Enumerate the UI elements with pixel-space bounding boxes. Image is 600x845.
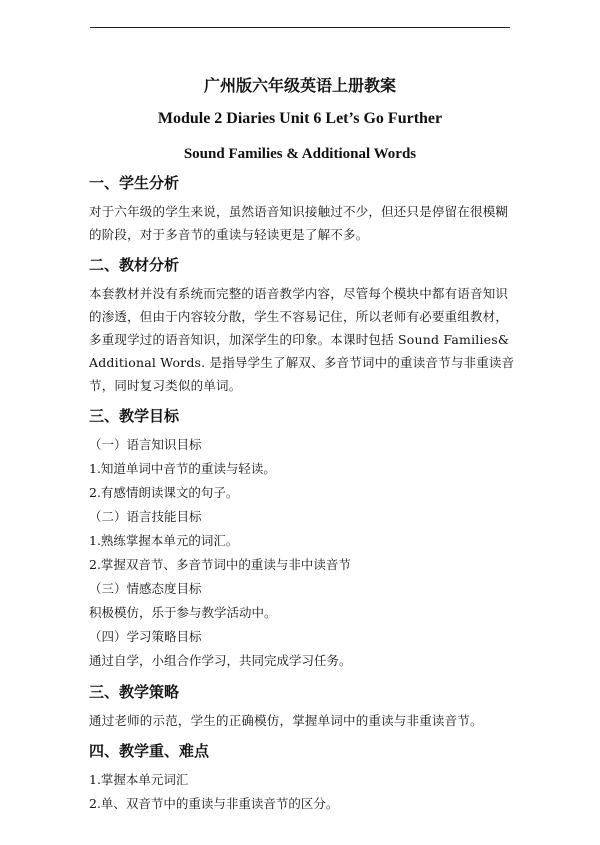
objective-item: 1.知道单词中音节的重读与轻读。 [89, 461, 276, 476]
objective-item: 通过自学，小组合作学习，共同完成学习任务。 [89, 653, 352, 668]
title-block [0, 76, 600, 164]
objective-item: 2.有感情朗读课文的句子。 [89, 485, 239, 500]
key-point-item: 2.单、双音节中的重读与非重读音节的区分。 [89, 796, 339, 811]
objective-subheading: （二）语言技能目标 [89, 509, 202, 524]
section-heading-teaching-objectives: 三、教学目标 [89, 407, 180, 425]
objective-subheading: （三）情感态度目标 [89, 581, 202, 596]
objective-subheading: （四）学习策略目标 [89, 629, 202, 644]
section-heading-textbook-analysis: 二、教材分析 [89, 256, 180, 274]
document-title: 广州版六年级英语上册教案 [203, 76, 396, 95]
module-title: Module 2 Diaries Unit 6 Let’s Go Further [157, 110, 443, 127]
lesson-subtitle: Sound Families & Additional Words [183, 146, 417, 162]
objective-item: 1.熟练掌握本单元的词汇。 [89, 533, 239, 548]
header-rule [90, 27, 510, 28]
section-heading-teaching-strategy: 三、教学策略 [89, 683, 180, 701]
section-heading-key-points: 四、教学重、难点 [89, 742, 210, 760]
section-paragraph-teaching-strategy: 通过老师的示范，学生的正确模仿，掌握单词中的重读与非重读音节。 [89, 713, 483, 728]
key-point-item: 1.掌握本单元词汇 [89, 772, 189, 787]
section-heading-student-analysis: 一、学生分析 [89, 174, 180, 192]
section-paragraph-student-analysis: 对于六年级的学生来说，虽然语音知识接触过不少，但还只是停留在很模糊的阶段，对于多音节的重读与轻读更是了解不多。 [89, 204, 509, 242]
document-body [89, 172, 517, 816]
objective-item: 积极模仿，乐于参与教学活动中。 [89, 605, 277, 620]
section-paragraph-textbook-analysis: 本套教材并没有系统而完整的语音教学内容，尽管每个模块中都有语音知识的渗透，但由于内容较分散，学生不容易记住，所以老师有必要重组教材，多重现学过的语音知识，加深学生的印象。本课时包括 Sound Families& Additional Words. 是指导学生了解双、多音节词中的重读音节与非重读音节，同时复习类似的单词。 [89, 286, 515, 393]
objective-subheading: （一）语言知识目标 [89, 437, 202, 452]
objective-item: 2.掌握双音节、多音节词中的重读与非中读音节 [89, 557, 351, 572]
